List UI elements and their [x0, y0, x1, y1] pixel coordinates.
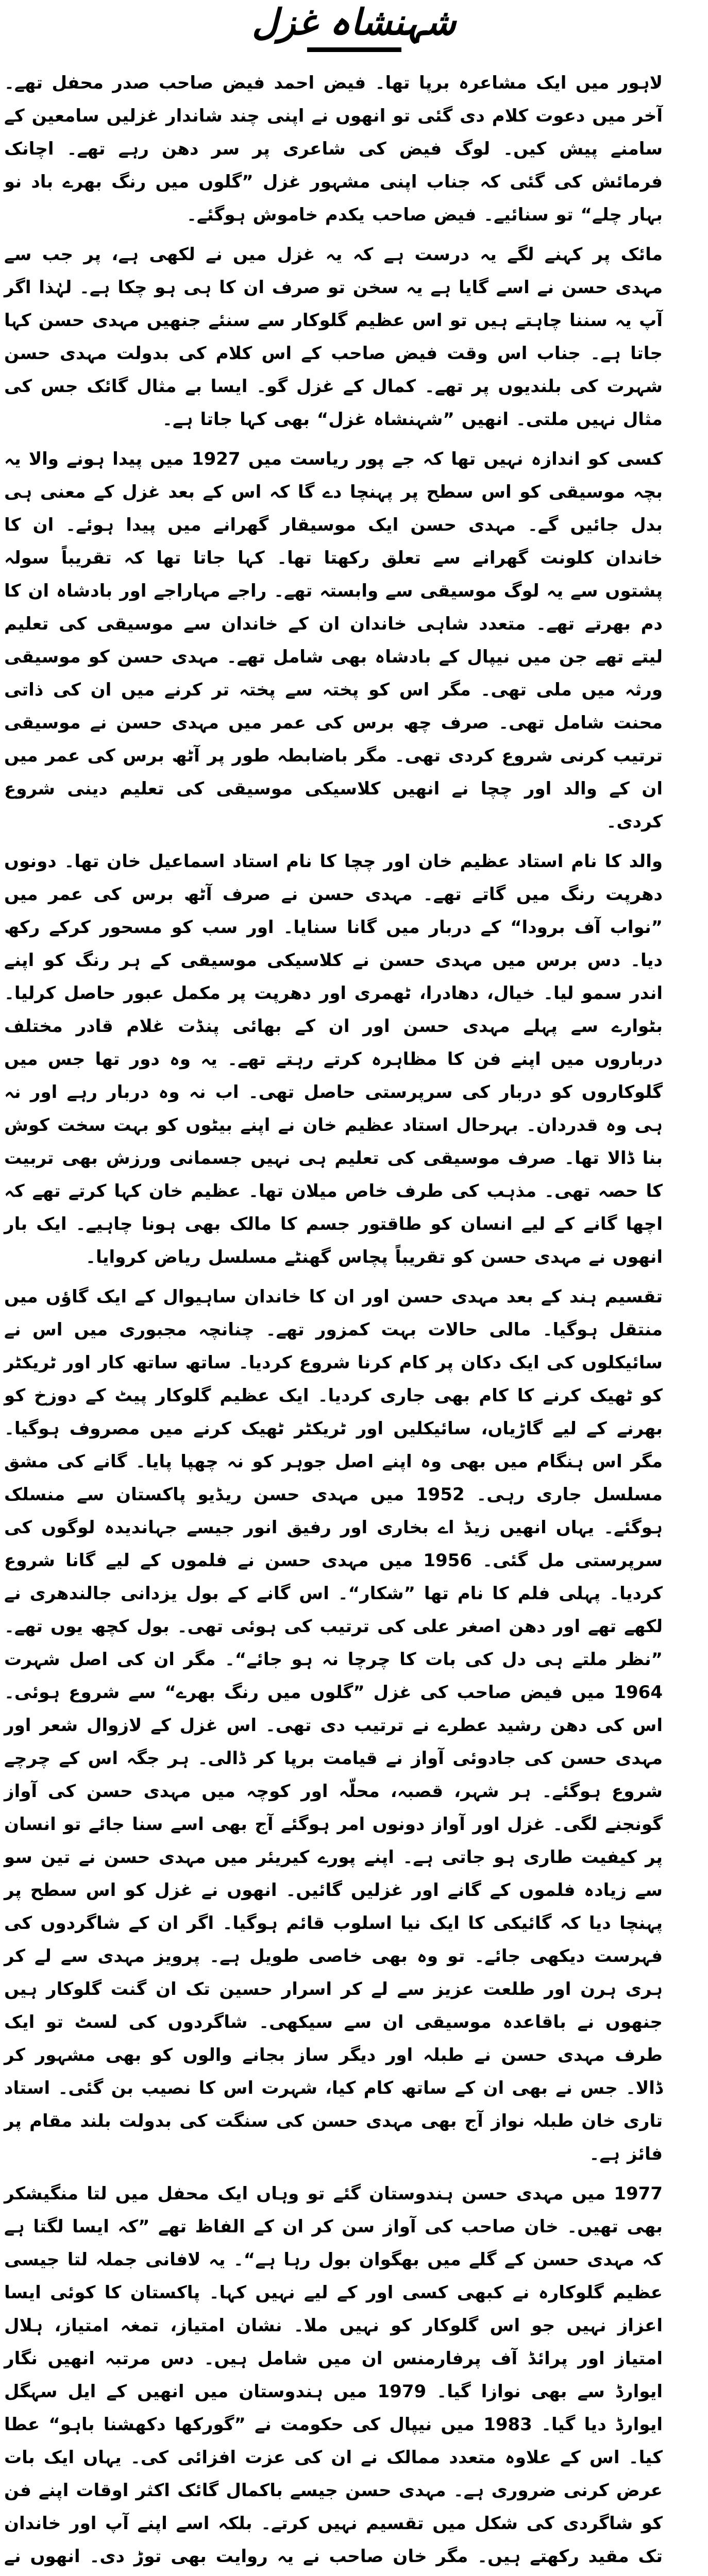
paragraph-5: تقسیم ہند کے بعد مہدی حسن اور ان کا خاندان ساہیوال کے ایک گاؤں میں منتقل ہوگیا۔ مالی حالات بہت کمزور تھے۔ چنانچہ مجبوری میں اس نے سائیکلوں کی ایک دکان پر کام کرنا شروع کردیا۔ ساتھ ساتھ کار اور ٹریکٹر کو ٹھیک کرنے کا کام بھی جاری کردیا۔ ایک عظیم گلوکار پیٹ کے دوزخ کو بھرنے کے لیے گاڑیاں، سائیکلیں اور ٹریکٹر ٹھیک کرنے میں مصروف ہوگیا۔ مگر اس ہنگام میں بھی وہ اپنے اصل جوہر کو نہ چھپا پایا۔ گانے کی مشق مسلسل جاری رہی۔ 1952 میں مہدی حسن ریڈیو پاکستان سے منسلک ہوگئے۔ یہاں انھیں زیڈ اے بخاری اور رفیق انور جیسے جہاندیدہ لوگوں کی سرپرستی مل گئی۔ 1956 میں مہدی حسن نے فلموں کے لیے گانا شروع کردیا۔ پہلی فلم کا نام تھا ”شکار“۔ اس گانے کے بول یزدانی جالندھری نے لکھے تھے اور دھن اصغر علی کی ترتیب کی ہوئی تھی۔ بول کچھ یوں تھے۔ ”نظر ملتے ہی دل کی بات کا چرچا نہ ہو جائے“۔ مگر ان کی اصل شہرت 1964 میں فیض صاحب کی غزل ”گلوں میں رنگ بھرے“ سے شروع ہوئی۔ اس کی دھن رشید عطرے نے ترتیب دی تھی۔ اس غزل کے لازوال شعر اور مہدی حسن کی جادوئی آواز نے قیامت برپا کر ڈالی۔ ہر جگہ اس کے چرچے شروع ہوگئے۔ ہر شہر، قصبہ، محلّہ اور کوچہ میں مہدی حسن کی آواز گونجنے لگی۔ غزل اور آواز دونوں امر ہوگئے آج بھی اسے سنا جائے تو انسان پر کیفیت طاری ہو جاتی ہے۔ اپنے پورے کیریئر میں مہدی حسن نے تین سو سے زیادہ فلموں کے گانے اور غزلیں گائیں۔ انھوں نے غزل کو اس سطح پر پہنچا دیا کہ گائیکی کا ایک نیا اسلوب قائم ہوگیا۔ اگر ان کے شاگردوں کی فہرست دیکھی جائے۔ تو وہ بھی خاصی طویل ہے۔ پرویز مہدی سے لے کر ہری ہرن اور طلعت عزیز سے لے کر اسرار حسین تک ان گنت گلوکار ہیں جنھوں نے باقاعدہ موسیقی ان سے سیکھی۔ شاگردوں کی لسٹ تو ایک طرف مہدی حسن نے طبلہ اور دیگر ساز بجانے والوں کو بھی مشہور کر ڈالا۔ جس نے بھی ان کے ساتھ کام کیا، شہرت اس کا نصیب بن گئی۔ استاد تاری خان طبلہ نواز آج بھی مہدی حسن کی سنگت کی بدولت بلند مقام پر فائز ہے۔: [4, 1286, 663, 2164]
paragraph-4: والد کا نام استاد عظیم خان اور چچا کا نام استاد اسماعیل خان تھا۔ دونوں دھرپت رنگ میں گاتے تھے۔ مہدی حسن نے صرف آٹھ برس کی عمر میں ”نواب آف برودا“ کے دربار میں گانا سنایا۔ اور سب کو مسحور کرکے رکھ دیا۔ دس برس میں مہدی حسن نے کلاسیکی موسیقی کے ہر رنگ کو اپنے اندر سمو لیا۔ خیال، دھادرا، ٹھمری اور دھرپت پر مکمل عبور حاصل کرلیا۔ بٹوارے سے پہلے مہدی حسن اور ان کے بھائی پنڈت غلام قادر مختلف درباروں میں اپنے فن کا مظاہرہ کرتے رہتے تھے۔ یہ وہ دور تھا جس میں گلوکاروں کو دربار کی سرپرستی حاصل تھی۔ اب نہ وہ دربار رہے اور نہ ہی وہ قدردان۔ بہرحال استاد عظیم خان نے اپنے بیٹوں کو بہت سخت کوش بنا ڈالا تھا۔ صرف موسیقی کی تعلیم ہی نہیں جسمانی ورزش بھی تربیت کا حصہ تھی۔ مذہب کی طرف خاص میلان تھا۔ عظیم خان کہا کرتے تھے کہ اچھا گانے کے لیے انسان کو طاقتور جسم کا مالک بھی ہونا چاہیے۔ ایک بار انھوں نے مہدی حسن کو تقریباً پچاس گھنٹے مسلسل ریاض کروایا۔: [4, 851, 663, 1267]
paragraph-1: لاہور میں ایک مشاعرہ برپا تھا۔ فیض احمد فیض صاحب صدر محفل تھے۔ آخر میں دعوت کلام دی گئی تو انھوں نے اپنی چند شاندار غزلیں سامعین کے سامنے پیش کیں۔ لوگ فیض کی شاعری پر سر دھن رہے تھے۔ اچانک فرمائش کی گئی کہ جناب اپنی مشہور غزل ”گلوں میں رنگ بھرے باد نو بہار چلے“ تو سنائیے۔ فیض صاحب یکدم خاموش ہوگئے۔: [4, 73, 663, 225]
paragraph-3: کسی کو اندازہ نہیں تھا کہ جے پور ریاست میں 1927 میں پیدا ہونے والا یہ بچہ موسیقی کو اس سطح پر پہنچا دے گا کہ اس کے بعد غزل کے معنی ہی بدل جائیں گے۔ مہدی حسن ایک موسیقار گھرانے میں پیدا ہوئے۔ ان کا خاندان کلونت گھرانے سے تعلق رکھتا تھا۔ کہا جاتا تھا کہ تقریباً سولہ پشتوں سے یہ لوگ موسیقی سے وابستہ تھے۔ راجے مہاراجے اور بادشاہ ان کا دم بھرتے تھے۔ متعدد شاہی خاندان ان کے خاندان سے موسیقی کی تعلیم لیتے تھے جن میں نیپال کے بادشاہ بھی شامل تھے۔ مہدی حسن کو موسیقی ورثہ میں ملی تھی۔ مگر اس کو پختہ سے پختہ تر کرنے میں ان کی ذاتی محنت شامل تھی۔ صرف چھ برس کی عمر میں مہدی حسن نے موسیقی ترتیب کرنی شروع کردی تھی۔ مگر باضابطہ طور پر آٹھ برس کی عمر میں ان کے والد اور چچا نے انھیں کلاسیکی موسیقی کی تعلیم دینی شروع کردی۔: [4, 449, 663, 832]
page-title: شہنشاہ غزل: [251, 1, 457, 43]
article-body: [4, 66, 704, 2576]
paragraph-2: مائک پر کہنے لگے یہ درست ہے کہ یہ غزل میں نے لکھی ہے، پر جب سے مہدی حسن نے اسے گایا ہے یہ سخن تو صرف ان کا ہی ہو چکا ہے۔ لہٰذا اگر آپ یہ سننا چاہتے ہیں تو اس عظیم گلوکار سے سنئے جنھیں مہدی حسن کہا جاتا ہے۔ جناب اس وقت فیض صاحب کے اس کلام کی بدولت مہدی حسن شہرت کی بلندیوں پر تھے۔ کمال کے غزل گو۔ ایسا بے مثال گائک جس کی مثال نہیں ملتی۔ انھیں ”شہنشاہ غزل“ بھی کہا جاتا ہے۔: [4, 244, 663, 430]
title-block: [4, 0, 704, 52]
paragraph-6: 1977 میں مہدی حسن ہندوستان گئے تو وہاں ایک محفل میں لتا منگیشکر بھی تھیں۔ خان صاحب کی آواز سن کر ان کے الفاظ تھے ”کہ ایسا لگتا ہے کہ مہدی حسن کے گلے میں بھگوان بول رہا ہے“۔ یہ لافانی جملہ لتا جیسی عظیم گلوکارہ نے کبھی کسی اور کے لیے نہیں کہا۔ پاکستان کا کوئی ایسا اعزاز نہیں جو اس گلوکار کو نہیں ملا۔ نشان امتیاز، تمغہ امتیاز، ہلال امتیاز اور پرائڈ آف پرفارمنس ان میں شامل ہیں۔ دس مرتبہ انھیں نگار ایوارڈ سے بھی نوازا گیا۔ 1979 میں ہندوستان میں انھیں کے ایل سہگل ایوارڈ دیا گیا۔ 1983 میں نیپال کی حکومت نے ”گورکھا دکھشنا باہو“ عطا کیا۔ اس کے علاوہ متعدد ممالک نے ان کی عزت افزائی کی۔ یہاں ایک بات عرض کرنی ضروری ہے۔ مہدی حسن جیسے باکمال گائک اکثر اوقات اپنے فن کو شاگردی کی شکل میں تقسیم نہیں کرتے۔ بلکہ اسے اپنے آپ اور خاندان تک مقید رکھتے ہیں۔ مگر خان صاحب نے یہ روایت بھی توڑ دی۔ انھوں نے: [4, 2183, 663, 2567]
title-underline: [307, 47, 401, 52]
